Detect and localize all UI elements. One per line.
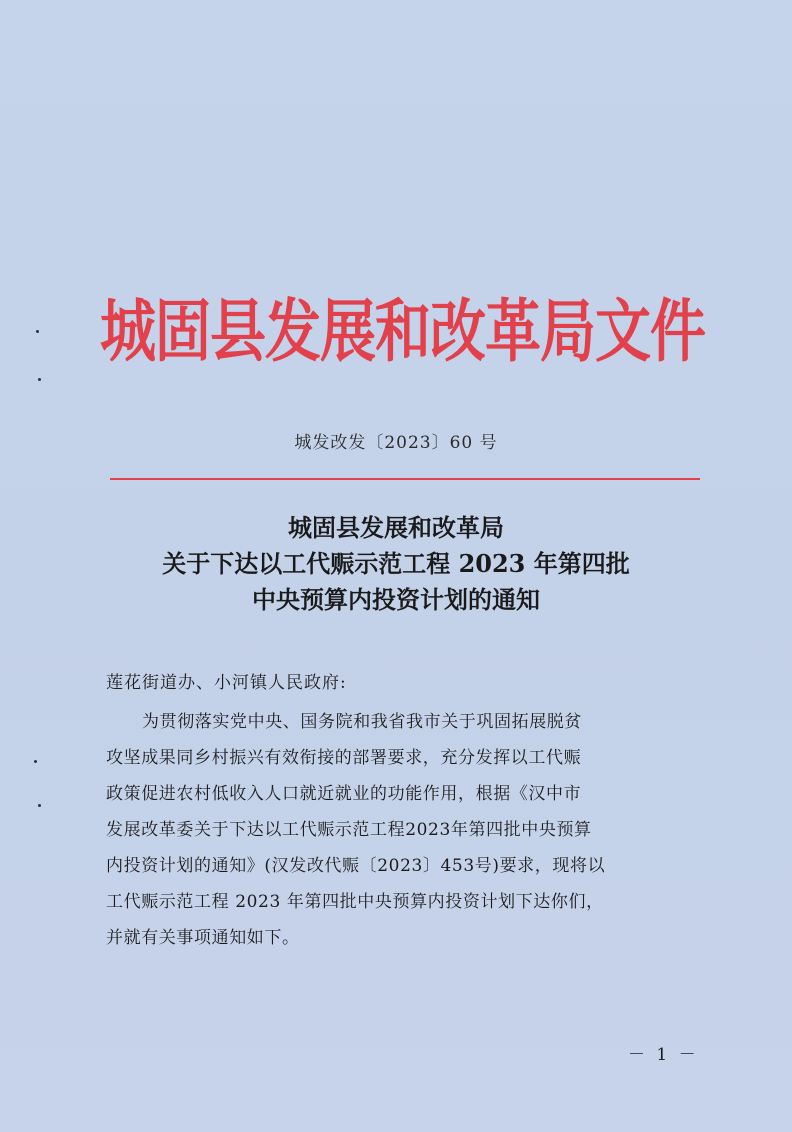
notice-title — [60, 510, 732, 618]
body-line-6: 工代赈示范工程 2023 年第四批中央预算内投资计划下达你们， — [106, 892, 604, 912]
body-line-3: 政策促进农村低收入人口就近就业的功能作用，根据《汉中市 — [106, 784, 582, 804]
addressee: 莲花街道办、小河镇人民政府: — [106, 673, 347, 693]
notice-title-line-3: 中央预算内投资计划的通知 — [252, 585, 540, 614]
scan-speck — [34, 760, 37, 763]
body-line-2: 攻坚成果同乡村振兴有效衔接的部署要求，充分发挥以工代赈 — [106, 748, 582, 768]
scan-speck — [36, 330, 39, 333]
document-number: 城发改发〔2023〕60 号 — [294, 433, 498, 453]
body-line-7: 并就有关事项通知如下。 — [106, 928, 300, 948]
body-line-5: 内投资计划的通知》(汉发改代赈〔2023〕453号)要求，现将以 — [106, 856, 606, 876]
body-paragraph — [106, 704, 696, 956]
page-number: － 1 － — [628, 1045, 699, 1065]
body-line-1: 为贯彻落实党中央、国务院和我省我市关于巩固拓展脱贫 — [142, 712, 582, 732]
header-red-rule — [110, 478, 700, 480]
notice-title-line-1: 城固县发展和改革局 — [288, 513, 504, 542]
document-header-title: 城固县发展和改革局文件 — [100, 291, 705, 372]
body-line-4: 发展改革委关于下达以工代赈示范工程2023年第四批中央预算 — [106, 820, 592, 840]
scan-speck — [38, 378, 41, 381]
scan-speck — [38, 804, 41, 807]
notice-title-line-2: 关于下达以工代赈示范工程 2023 年第四批 — [162, 549, 630, 578]
